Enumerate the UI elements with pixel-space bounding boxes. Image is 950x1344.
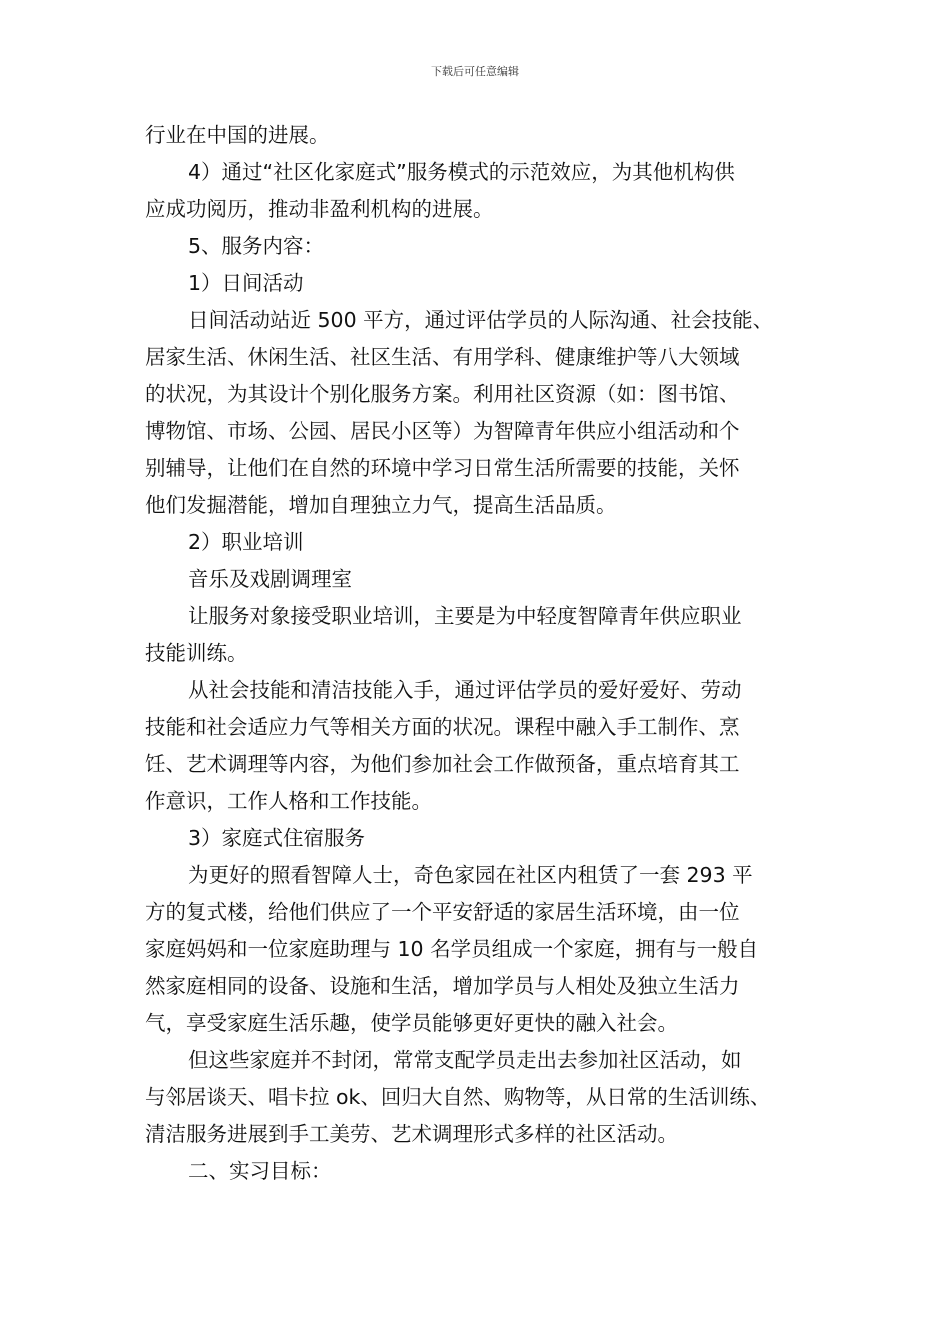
page-header: 下载后可任意编辑 (431, 65, 519, 78)
text-line: 清洁服务进展到手工美劳、艺术调理形式多样的社区活动。 (145, 1122, 678, 1146)
text-line: 行业在中国的进展。 (145, 123, 330, 147)
text-line: 二、实习目标： (188, 1159, 332, 1183)
text-line: 居家生活、休闲生活、社区生活、有用学科、健康维护等八大领域 (145, 345, 740, 369)
text-line: 2）职业培训 (188, 530, 304, 554)
text-line: 技能训练。 (145, 641, 248, 665)
document-body (145, 117, 825, 1190)
text-line: 4）通过“社区化家庭式”服务模式的示范效应，为其他机构供 (188, 160, 735, 184)
text-line: 气，享受家庭生活乐趣，使学员能够更好更快的融入社会。 (145, 1011, 678, 1035)
text-line: 为更好的照看智障人士，奇色家园在社区内租赁了一套 293 平 (188, 863, 753, 887)
text-line: 作意识，工作人格和工作技能。 (145, 789, 432, 813)
text-line: 博物馆、市场、公园、居民小区等）为智障青年供应小组活动和个 (145, 419, 740, 443)
text-line: 饪、艺术调理等内容，为他们参加社会工作做预备，重点培育其工 (145, 752, 740, 776)
text-line: 3）家庭式住宿服务 (188, 826, 366, 850)
text-line: 他们发掘潜能，增加自理独立力气，提高生活品质。 (145, 493, 617, 517)
text-line: 的状况，为其设计个别化服务方案。利用社区资源（如：图书馆、 (145, 382, 740, 406)
text-line: 让服务对象接受职业培训，主要是为中轻度智障青年供应职业 (188, 604, 742, 628)
text-line: 音乐及戏剧调理室 (188, 567, 352, 591)
text-line: 但这些家庭并不封闭，常常支配学员走出去参加社区活动，如 (188, 1048, 742, 1072)
text-line: 与邻居谈天、唱卡拉 ok、回归大自然、购物等，从日常的生活训练、 (145, 1085, 771, 1109)
text-line: 技能和社会适应力气等相关方面的状况。课程中融入手工制作、烹 (145, 715, 740, 739)
text-line: 方的复式楼，给他们供应了一个平安舒适的家居生活环境，由一位 (145, 900, 740, 924)
text-line: 日间活动站近 500 平方，通过评估学员的人际沟通、社会技能、 (188, 308, 774, 332)
text-line: 应成功阅历，推动非盈利机构的进展。 (145, 197, 494, 221)
text-line: 1）日间活动 (188, 271, 304, 295)
text-line: 然家庭相同的设备、设施和生活，增加学员与人相处及独立生活力 (145, 974, 740, 998)
text-line: 家庭妈妈和一位家庭助理与 10 名学员组成一个家庭，拥有与一般自 (145, 937, 759, 961)
text-line: 从社会技能和清洁技能入手，通过评估学员的爱好爱好、劳动 (188, 678, 742, 702)
text-line: 5、服务内容： (188, 234, 325, 258)
text-line: 别辅导，让他们在自然的环境中学习日常生活所需要的技能，关怀 (145, 456, 740, 480)
